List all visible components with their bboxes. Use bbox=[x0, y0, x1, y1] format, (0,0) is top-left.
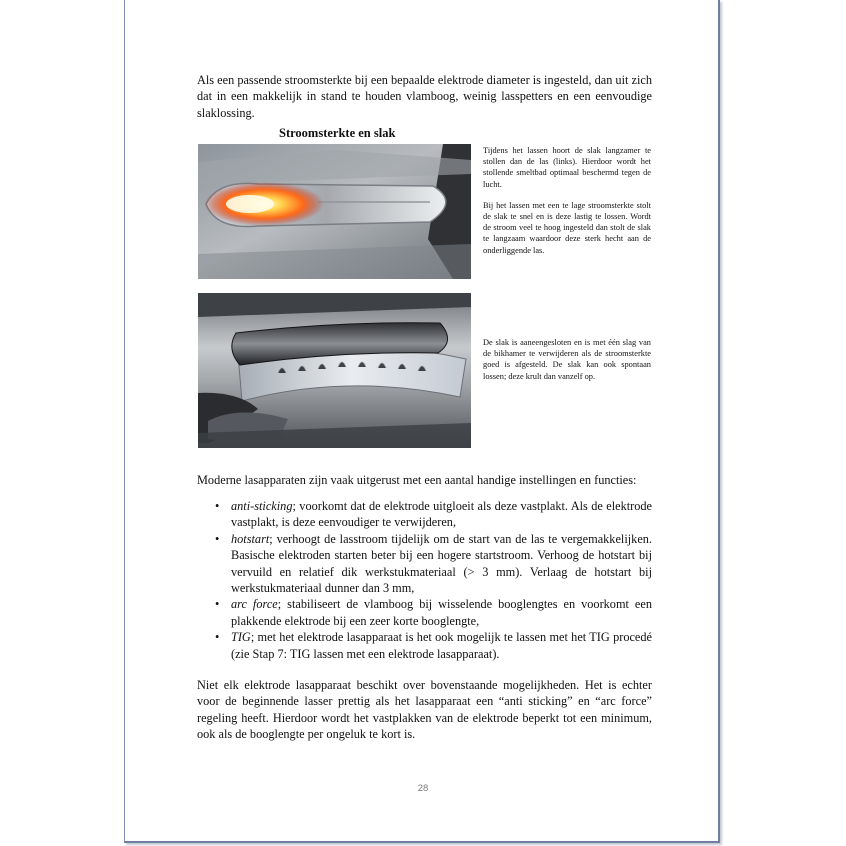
feature-description: ; met het elektrode lasapparaat is het ook mogelijk te lassen met het TIG procedé (zie Stap 7: TIG lassen met een elektrode lasapparaat). bbox=[231, 630, 652, 661]
feature-description: ; verhoogt de lasstroom tijdelijk om de start van de las te vergemakkelijken. Basische elektroden starten beter bij een hogere startstroom. Verhoog de hotstart bij vervuild en relatief dik werkstukmateriaal (> 3 mm). Verlaag de hotstart bij werkstukmateriaal dunner dan 3 mm, bbox=[231, 531, 652, 596]
feature-description: ; voorkomt dat de elektrode uitgloeit als deze vastplakt. Als de elektrode vastplakt, is deze eenvoudiger te verwijderen, bbox=[231, 499, 652, 530]
weld-glow-photo bbox=[198, 144, 471, 279]
caption-slag-removal: De slak is aaneengesloten en is met één slag van de bikhamer te verwijderen als de stroomsterkte goed is afgesteld. De slak kan ook spontaan lossen; deze krult dan vanzelf op. bbox=[483, 338, 651, 381]
page-number: 28 bbox=[417, 783, 429, 794]
caption-current-too-low-high: Bij het lassen met een te lage stroomsterkte stolt de slak te snel en is deze lastig te lossen. Wordt de stroom veel te hoog ingesteld dan stolt de slak te langzaam waardoor deze sterk hecht aan de onderliggende las. bbox=[483, 200, 651, 255]
feature-description: ; stabiliseert de vlamboog bij wisselende booglengtes en voorkomt een plakkende elektrode bij een zeer korte booglengte, bbox=[231, 597, 652, 628]
list-item bbox=[197, 629, 652, 662]
bullet-icon: • bbox=[215, 499, 220, 513]
list-item bbox=[197, 531, 652, 597]
intro-paragraph: Als een passende stroomsterkte bij een bepaalde elektrode diameter is ingesteld, dan uit zich dat in een makkelijk in stand te houden vlamboog, weinig lasspetters en een eenvoudige slaklossing. bbox=[197, 73, 652, 120]
closing-paragraph: Niet elk elektrode lasapparaat beschikt over bovenstaande mogelijkheden. Het is echter voor de beginnende lasser prettig als het lasapparaat een “anti sticking” en “arc force” regeling heeft. Hierdoor wordt het vastplakken van de elektrode beperkt tot een minimum, ook als de booglengte per ongeluk te kort is. bbox=[197, 678, 652, 742]
bullet-icon: • bbox=[215, 531, 220, 546]
weld-slag-photo bbox=[198, 293, 471, 448]
feature-term: anti-sticking bbox=[231, 499, 293, 513]
caption-slag-solidify: Tijdens het lassen hoort de slak langzamer te stollen dan de las (links). Hierdoor wordt het stollende smeltbad optimaal beschermd tegen de lucht. bbox=[483, 146, 651, 189]
features-intro: Moderne lasapparaten zijn vaak uitgerust met een aantal handige instellingen en functies: bbox=[197, 473, 637, 487]
list-item bbox=[197, 498, 652, 531]
bullet-icon: • bbox=[215, 630, 220, 645]
caption-slag bbox=[483, 337, 651, 392]
figure-title: Stroomsterkte en slak bbox=[279, 126, 396, 140]
caption-glow bbox=[483, 145, 651, 266]
bullet-icon: • bbox=[215, 597, 220, 612]
feature-term: arc force bbox=[231, 597, 278, 612]
document-page bbox=[124, 0, 720, 843]
list-item bbox=[197, 596, 652, 629]
feature-term: hotstart bbox=[231, 531, 270, 546]
features-list bbox=[197, 498, 652, 662]
feature-term: TIG bbox=[231, 630, 251, 645]
